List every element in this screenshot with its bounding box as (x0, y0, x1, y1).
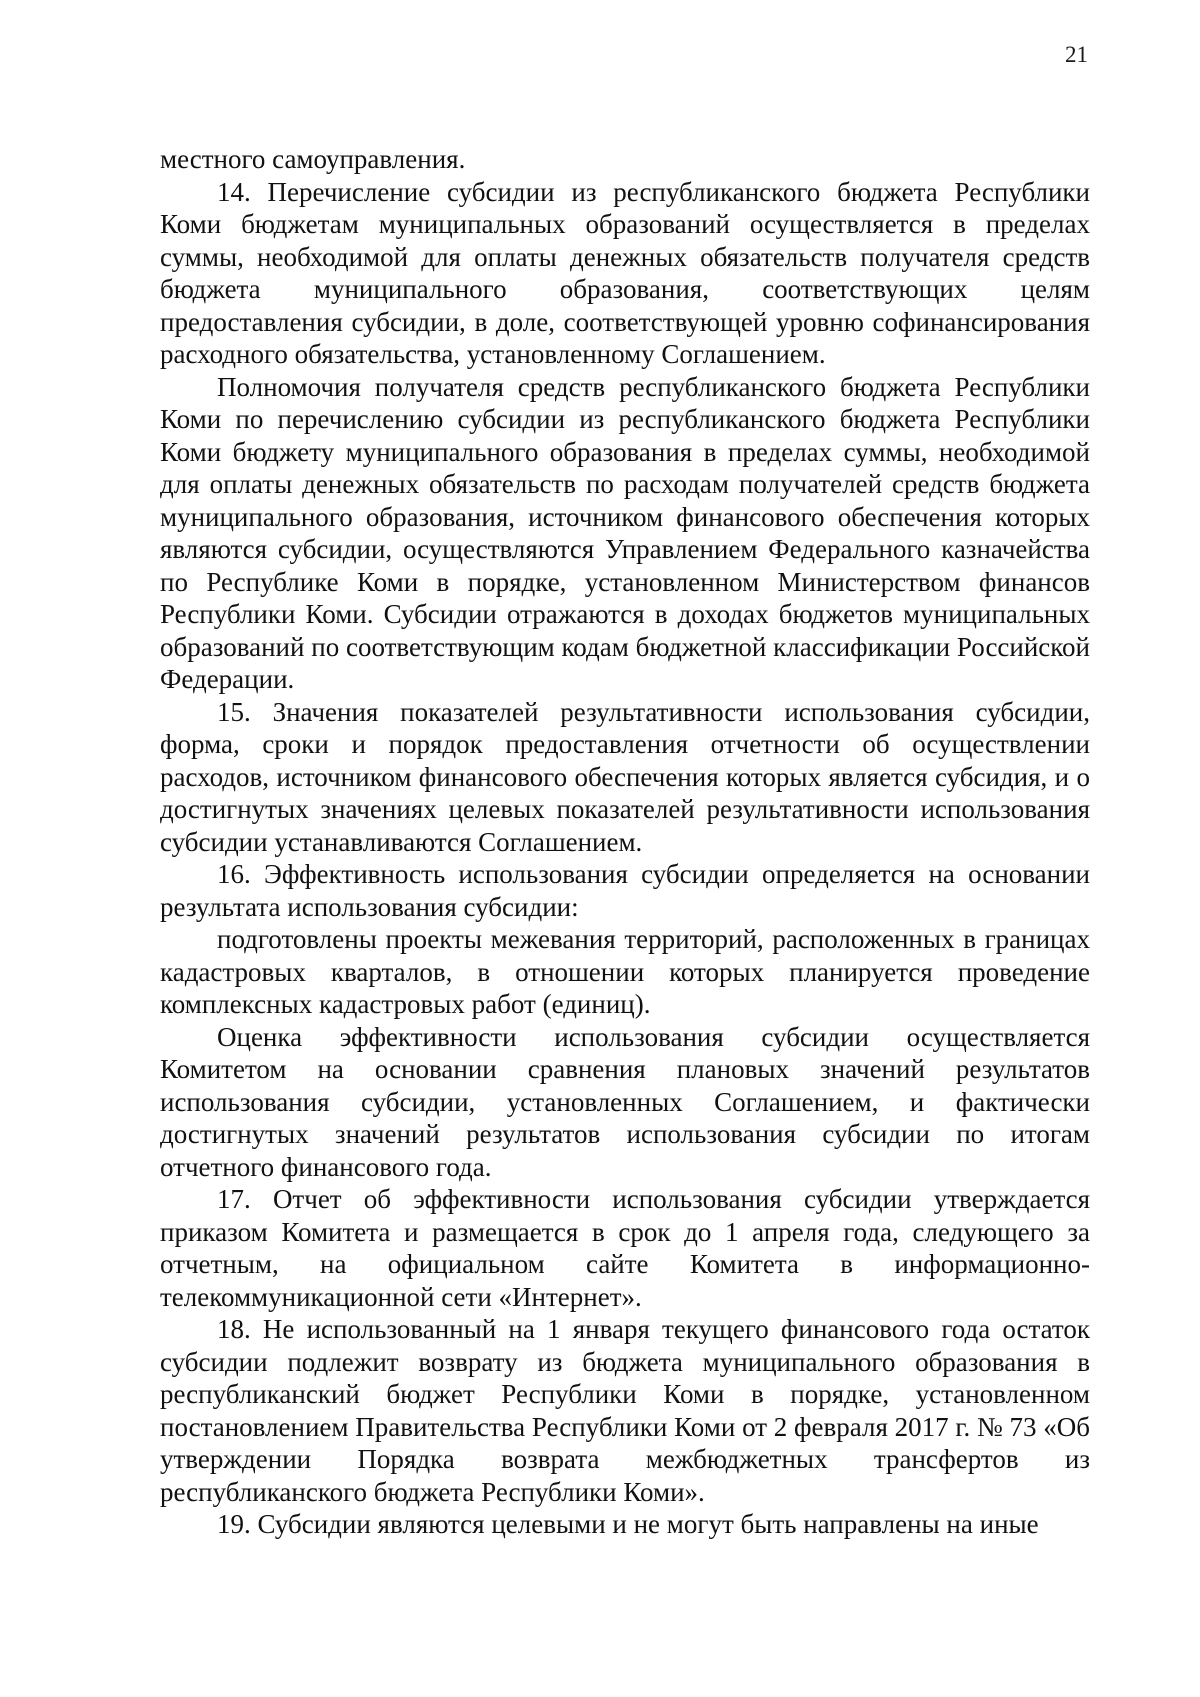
document-body (160, 143, 1090, 1541)
paragraph-continuation: местного самоуправления. (160, 144, 466, 174)
paragraph-item-14: 14. Перечисление субсидии из республиканского бюджета Республики Коми бюджетам муниципальных образований осуществляется в пределах суммы, необходимой для оплаты денежных обязательств получателя средств бюджета муниципального образования, соответствующих целям предоставления субсидии, в доле, соответствующей уровню софинансирования расходного обязательства, установленному Соглашением. (160, 176, 1090, 369)
paragraph-item-16: 16. Эффективность использования субсидии определяется на основании результата использования субсидии: (160, 859, 1090, 922)
paragraph-item-15: 15. Значения показателей результативности использования субсидии, форма, сроки и порядок предоставления отчетности об осуществлении расходов, источником финансового обеспечения которых является субсидия, и о достигнутых значениях целевых показателей результативности использования субсидии устанавливаются Соглашением. (160, 696, 1090, 857)
paragraph-result: подготовлены проекты межевания территорий, расположенных в границах кадастровых кварталов, в отношении которых планируется проведение комплексных кадастровых работ (единиц). (160, 924, 1090, 1019)
paragraph-item-19: 19. Субсидии являются целевыми и не могут быть направлены на иные (217, 1509, 1039, 1539)
paragraph-item-17: 17. Отчет об эффективности использования субсидии утверждается приказом Комитета и размещается в срок до 1 апреля года, следующего за отчетным, на официальном сайте Комитета в информационно-телекоммуникационной сети «Интернет». (160, 1184, 1090, 1312)
paragraph-evaluation: Оценка эффективности использования субсидии осуществляется Комитетом на основании сравнения плановых значений результатов использования субсидии, установленных Соглашением, и фактически достигнутых значений результатов использования субсидии по итогам отчетного финансового года. (160, 1021, 1090, 1182)
paragraph-item-18: 18. Не использованный на 1 января текущего финансового года остаток субсидии подлежит возврату из бюджета муниципального образования в республиканский бюджет Республики Коми в порядке, установленном постановлением Правительства Республики Коми от 2 февраля 2017 г. № 73 «Об утверждении Порядка возврата межбюджетных трансфертов из республиканского бюджета Республики Коми». (160, 1314, 1090, 1507)
paragraph-authority: Полномочия получателя средств республиканского бюджета Республики Коми по перечислению субсидии из республиканского бюджета Республики Коми бюджету муниципального образования в пределах суммы, необходимой для оплаты денежных обязательств по расходам получателей средств бюджета муниципального образования, источником финансового обеспечения которых являются субсидии, осуществляются Управлением Федерального казначейства по Республике Коми в порядке, установленном Министерством финансов Республики Коми. Субсидии отражаются в доходах бюджетов муниципальных образований по соответствующим кодам бюджетной классификации Российской Федерации. (160, 371, 1090, 694)
page-number: 21 (1065, 42, 1088, 67)
